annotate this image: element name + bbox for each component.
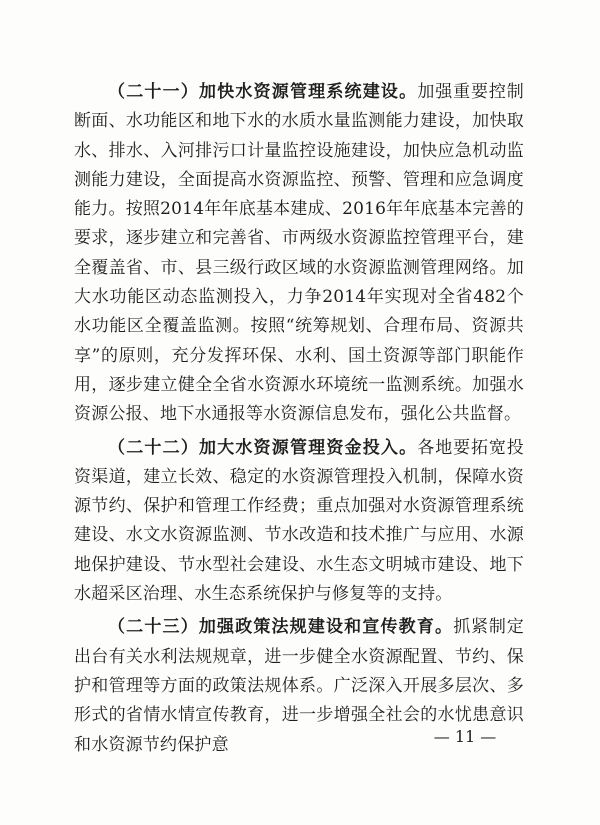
page-number: — 11 — [433, 727, 497, 746]
section-heading-21: （二十一）加快水资源管理系统建设。 [108, 82, 418, 102]
section-text-21: 加强重要控制断面、水功能区和地下水的水质水量监测能力建设，加快取水、排水、入河排污口计量监控设施建设，加快应急机动监测能力建设，全面提高水资源监控、预警、管理和应急调度能力。按照2014年年底基本建成、2016年年底基本完善的要求，逐步建立和完善省、市两级水资源监控管理平台，建全覆盖省、市、县三级行政区域的水资源监测管理网络。加大水功能区动态监测投入，力争2014年实现对全省482个水功能区全覆盖监测。按照“统筹规划、合理布局、资源共享”的原则，充分发挥环保、水利、国土资源等部门职能作用，逐步建立健全全省水资源水环境统一监测系统。加强水资源公报、地下水通报等水资源信息发布，强化公共监督。 [74, 82, 525, 425]
section-heading-23: （二十三）加强政策法规建设和宣传教育。 [108, 617, 454, 638]
body-text [74, 78, 524, 764]
section-heading-22: （二十二）加大水资源管理资金投入。 [108, 437, 418, 458]
paragraph-22 [74, 434, 524, 610]
section-text-23: 抓紧制定出台有关水利法规规章，进一步健全水资源配置、节约、保护和管理等方面的政策法规体系。广泛深入开展多层次、多形式的省情水情宣传教育，进一步增强全社会的水忧患意识和水资源节约保护意 [74, 617, 524, 755]
section-text-22: 各地要拓宽投资渠道，建立长效、稳定的水资源管理投入机制，保障水资源节约、保护和管理工作经费；重点加强对水资源管理系统建设、水文水资源监测、节水改造和技术推广与应用、水源地保护建设、节水型社会建设、水生态文明城市建设、地下水超采区治理、水生态系统保护与修复等的支持。 [74, 437, 525, 605]
paragraph-21 [74, 78, 524, 430]
